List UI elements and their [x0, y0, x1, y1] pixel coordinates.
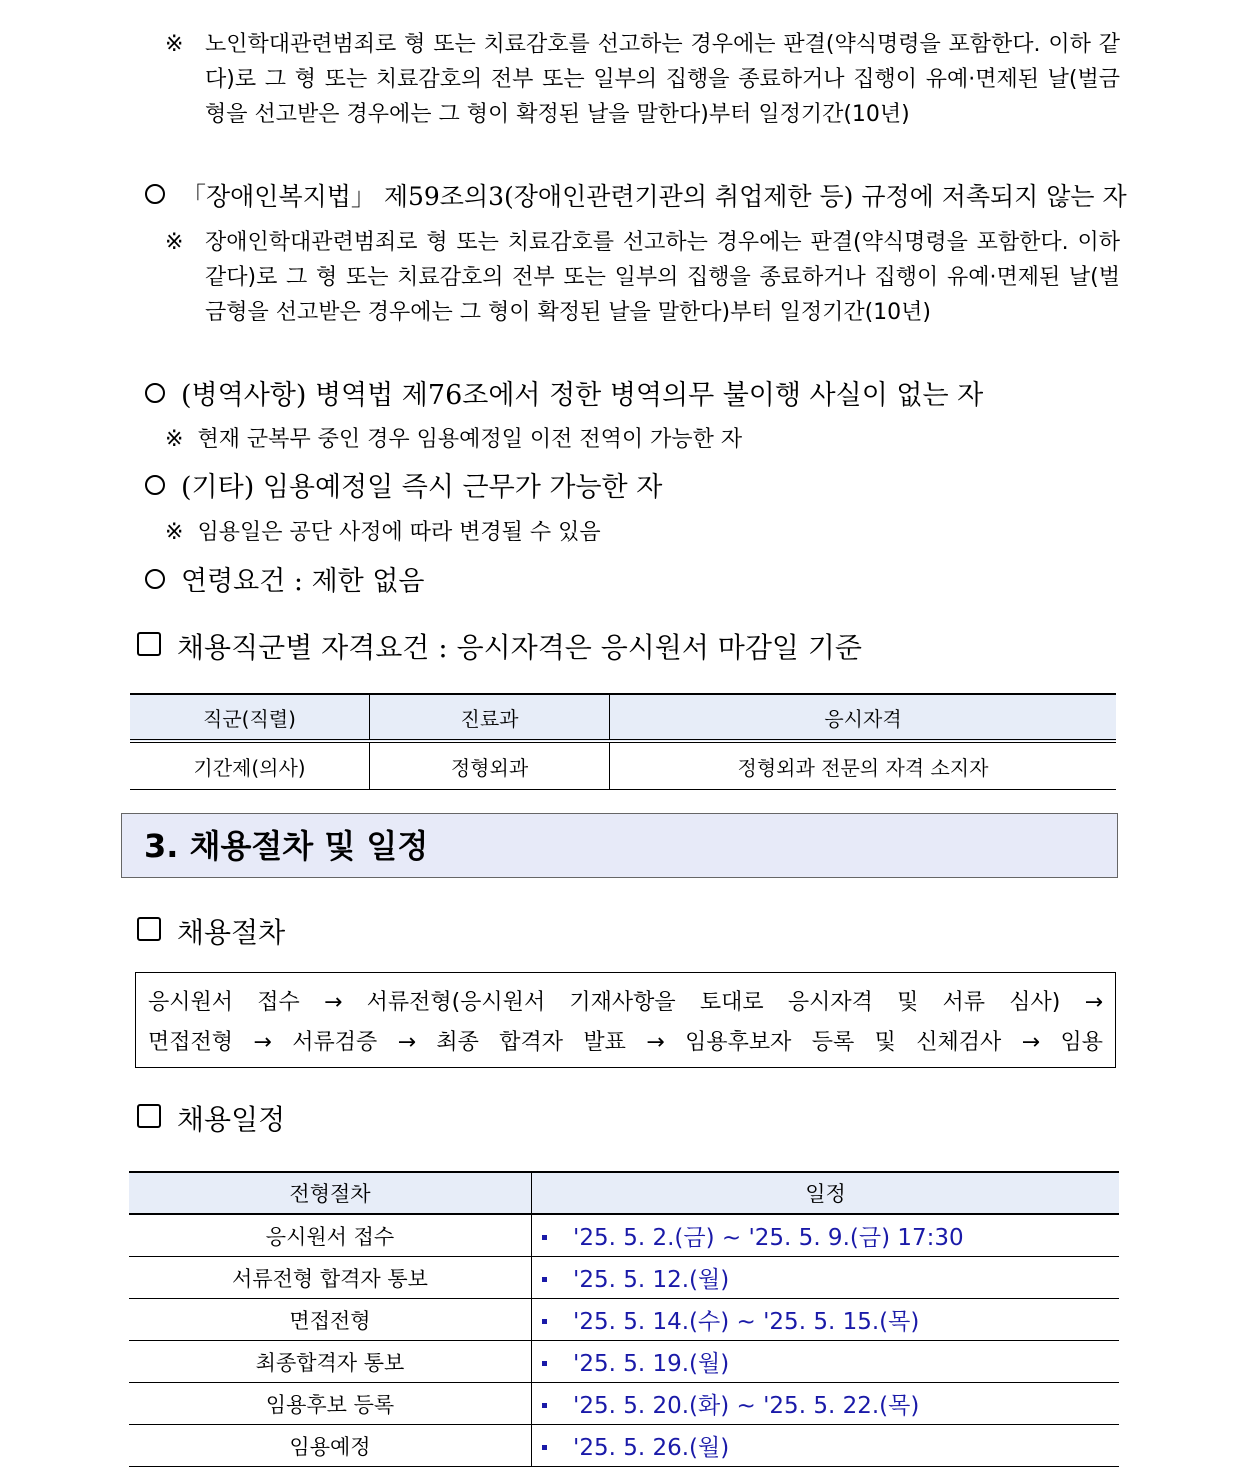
table-row	[130, 741, 1116, 790]
cell-step: 응시원서 접수	[129, 1214, 532, 1257]
header-step: 전형절차	[129, 1172, 532, 1214]
square-bullet-icon	[137, 917, 161, 941]
procedure-heading: 채용절차	[137, 913, 285, 953]
qualification-table	[130, 693, 1116, 790]
circle-bullet-icon	[145, 475, 165, 495]
cell-step: 임용예정	[129, 1425, 532, 1467]
elder-abuse-note-text: 노인학대관련범죄로 형 또는 치료감호를 선고하는 경우에는 판결(약식명령을 포함한다. 이하 같다)로 그 형 또는 치료감호의 전부 또는 일부의 집행을 종료하거나 집행이 유예·면제된 날(벌금형을 선고받은 경우에는 그 형이 확정된 날을 말한다)부터 일정기간(10년)	[205, 32, 1120, 127]
elder-abuse-note	[165, 27, 1120, 132]
bullet-etc: (기타) 임용예정일 즉시 근무가 가능한 자	[145, 470, 662, 506]
military-note: ※ 현재 군복무 중인 경우 임용예정일 이전 전역이 가능한 자	[165, 427, 743, 452]
header-qualification: 응시자격	[610, 694, 1117, 741]
square-bullet-icon	[137, 1104, 161, 1128]
bullet-dot-icon	[542, 1445, 547, 1450]
cell-qualification: 정형외과 전문의 자격 소지자	[610, 741, 1117, 790]
bullet-dot-icon	[542, 1235, 547, 1240]
section-3-banner	[121, 813, 1118, 878]
circle-bullet-icon	[145, 569, 165, 589]
bullet-age: 연령요건 : 제한 없음	[145, 564, 425, 600]
bullet-military: (병역사항) 병역법 제76조에서 정한 병역의무 불이행 사실이 없는 자	[145, 378, 983, 414]
header-department: 진료과	[370, 694, 610, 741]
cell-step: 서류전형 합격자 통보	[129, 1257, 532, 1299]
bullet-dot-icon	[542, 1319, 547, 1324]
note-mark: ※	[165, 230, 184, 255]
table-row	[129, 1425, 1119, 1467]
cell-department: 정형외과	[370, 741, 610, 790]
table-row	[129, 1341, 1119, 1383]
table-row	[129, 1257, 1119, 1299]
bullet-dot-icon	[542, 1361, 547, 1366]
header-job-group: 직군(직렬)	[130, 694, 370, 741]
procedure-box	[135, 972, 1116, 1068]
table-row	[129, 1299, 1119, 1341]
procedure-line-2: 면접전형 → 서류검증 → 최종 합격자 발표 → 임용후보자 등록 및 신체검사 → 임용	[148, 1030, 1103, 1055]
bullet-disability-law: 「장애인복지법」 제59조의3(장애인관련기관의 취업제한 등) 규정에 저촉되지 않는 자	[145, 179, 1127, 215]
section-3-title: 3. 채용절차 및 일정	[144, 827, 429, 865]
cell-date: '25. 5. 20.(화) ~ '25. 5. 22.(목)	[532, 1383, 1120, 1425]
disabled-abuse-note	[165, 225, 1120, 330]
table-header-row	[129, 1172, 1119, 1214]
cell-date: '25. 5. 14.(수) ~ '25. 5. 15.(목)	[532, 1299, 1120, 1341]
note-mark: ※	[165, 32, 184, 57]
procedure-line-1: 응시원서 접수 → 서류전형(응시원서 기재사항을 토대로 응시자격 및 서류 심사) →	[148, 990, 1103, 1015]
cell-date: '25. 5. 19.(월)	[532, 1341, 1120, 1383]
circle-bullet-icon	[145, 383, 165, 403]
note-mark: ※	[165, 427, 184, 452]
table-row	[129, 1383, 1119, 1425]
cell-date: '25. 5. 12.(월)	[532, 1257, 1120, 1299]
cell-step: 면접전형	[129, 1299, 532, 1341]
header-date: 일정	[532, 1172, 1120, 1214]
table-header-row	[130, 694, 1116, 741]
cell-date: '25. 5. 2.(금) ~ '25. 5. 9.(금) 17:30	[532, 1214, 1120, 1257]
qualification-heading: 채용직군별 자격요건 : 응시자격은 응시원서 마감일 기준	[137, 628, 862, 668]
schedule-table	[129, 1171, 1119, 1467]
note-mark: ※	[165, 520, 184, 545]
bullet-dot-icon	[542, 1403, 547, 1408]
cell-job-group: 기간제(의사)	[130, 741, 370, 790]
circle-bullet-icon	[145, 184, 165, 204]
schedule-heading: 채용일정	[137, 1100, 285, 1140]
etc-note: ※ 임용일은 공단 사정에 따라 변경될 수 있음	[165, 520, 601, 545]
square-bullet-icon	[137, 632, 161, 656]
cell-step: 최종합격자 통보	[129, 1341, 532, 1383]
table-row	[129, 1214, 1119, 1257]
bullet-dot-icon	[542, 1277, 547, 1282]
cell-step: 임용후보 등록	[129, 1383, 532, 1425]
cell-date: '25. 5. 26.(월)	[532, 1425, 1120, 1467]
disabled-abuse-note-text: 장애인학대관련범죄로 형 또는 치료감호를 선고하는 경우에는 판결(약식명령을 포함한다. 이하 같다)로 그 형 또는 치료감호의 전부 또는 일부의 집행을 종료하거나 집행이 유예·면제된 날(벌금형을 선고받은 경우에는 그 형이 확정된 날을 말한다)부터 일정기간(10년)	[205, 230, 1120, 325]
